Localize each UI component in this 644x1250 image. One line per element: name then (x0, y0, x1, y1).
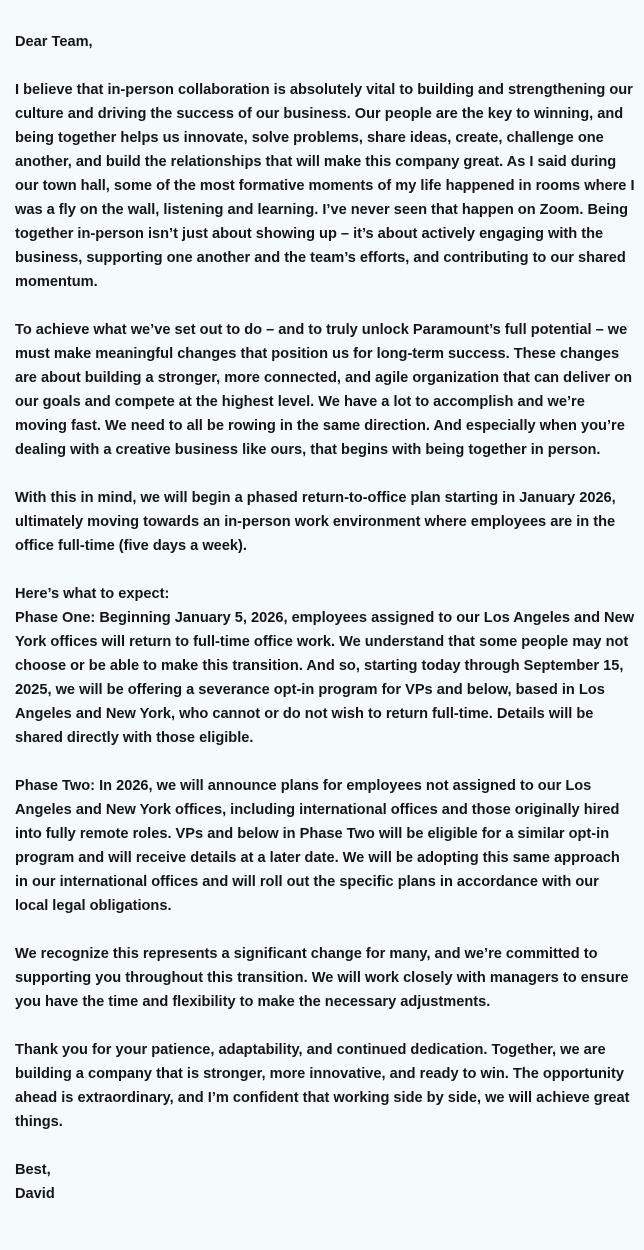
paragraph-thanks: Thank you for your patience, adaptability, and continued dedication. Together, we are building a company that is stronger, more innovative, and ready to win. The opportunity ahead is extraordinary, and I’m confident that working side by side, we will achieve great things. (15, 1042, 630, 1130)
paragraph-potential: To achieve what we’ve set out to do – and to truly unlock Paramount’s full potential – we must make meaningful changes that position us for long-term success. These changes are about building a stronger, more connected, and agile organization that can deliver on our goals and compete at the highest level. We have a lot to accomplish and we’re moving fast. We need to all be rowing in the same direction. And especially when you’re dealing with a creative business like ours, that begins with being together in person. (15, 322, 633, 458)
paragraph-phase-one: Phase One: Beginning January 5, 2026, employees assigned to our Los Angeles and New York offices will return to full-time office work. We understand that some people may not choose or be able to make this transition. And so, starting today through September 15, 2025, we will be offering a severance opt-in program for VPs and below, based in Los Angeles and New York, who cannot or do not wish to return full-time. Details will be shared directly with those eligible. (15, 610, 635, 746)
paragraph-support: We recognize this represents a significant change for many, and we’re committed to supporting you throughout this transition. We will work closely with managers to ensure you have the time and flexibility to make the necessary adjustments. (15, 946, 629, 1010)
expect-heading: Here’s what to expect: (15, 586, 170, 602)
paragraph-collaboration: I believe that in-person collaboration is absolutely vital to building and strengthening our culture and driving the success of our business. Our people are the key to winning, and being together helps us innovate, solve problems, share ideas, create, challenge one another, and build the relationships that will make this company great. As I said during our town hall, some of the most formative moments of my life happened in rooms where I was a fly on the wall, listening and learning. I’ve never seen that happen on Zoom. Being together in-person isn’t just about showing up – it’s about actively engaging with the business, supporting one another and the team’s efforts, and contributing to our shared momentum. (15, 82, 635, 290)
salutation: Dear Team, (15, 34, 93, 50)
paragraph-return-plan: With this in mind, we will begin a phased return-to-office plan starting in January 2026, ultimately moving towards an in-person work environment where employees are in the office full-time (five days a week). (15, 490, 616, 554)
paragraph-phase-two: Phase Two: In 2026, we will announce plans for employees not assigned to our Los Angeles and New York offices, including international offices and those originally hired into fully remote roles. VPs and below in Phase Two will be eligible for a similar opt-in program and will receive details at a later date. We will be adopting this same approach in our international offices and will roll out the specific plans in accordance with our local legal obligations. (15, 778, 620, 914)
signoff: Best, (15, 1162, 51, 1178)
signature: David (15, 1186, 55, 1202)
signoff-block (15, 1158, 636, 1206)
